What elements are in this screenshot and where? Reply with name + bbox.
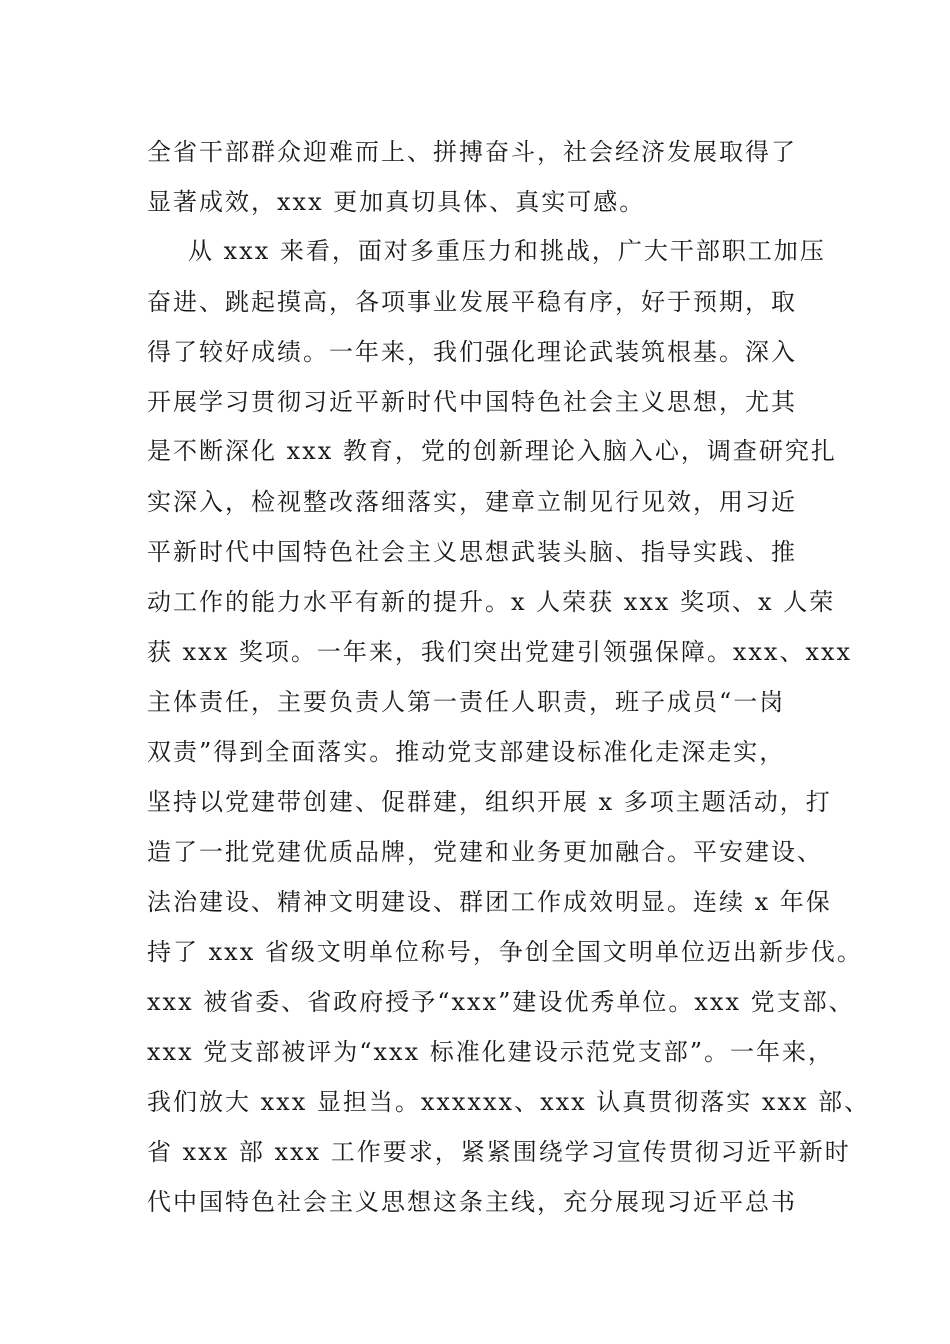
text-line: 持了 xxx 省级文明单位称号，争创全国文明单位迈出新步伐。 bbox=[147, 938, 863, 966]
text-line: 平新时代中国特色社会主义思想武装头脑、指导实践、推 bbox=[147, 538, 797, 566]
text-line: 是不断深化 xxx 教育，党的创新理论入脑入心，调查研究扎 bbox=[147, 437, 837, 465]
text-line: 奋进、跳起摸高，各项事业发展平稳有序，好于预期，取 bbox=[147, 288, 797, 316]
text-line: 我们放大 xxx 显担当。xxxxxx、xxx 认真贯彻落实 xxx 部、 bbox=[147, 1088, 871, 1116]
text-line: 动工作的能力水平有新的提升。x 人荣获 xxx 奖项、x 人荣 bbox=[147, 588, 836, 616]
text-line: 省 xxx 部 xxx 工作要求，紧紧围绕学习宣传贯彻习近平新时 bbox=[147, 1138, 851, 1166]
text-line: 代中国特色社会主义思想这条主线，充分展现习近平总书 bbox=[147, 1188, 797, 1216]
text-line: 开展学习贯彻习近平新时代中国特色社会主义思想，尤其 bbox=[147, 388, 797, 416]
text-line: 坚持以党建带创建、促群建，组织开展 x 多项主题活动，打 bbox=[147, 788, 832, 816]
paragraph-first-line: 从 xxx 来看，面对多重压力和挑战，广大干部职工加压 bbox=[188, 237, 826, 265]
text-line: 主体责任，主要负责人第一责任人职责，班子成员“一岗 bbox=[147, 688, 786, 716]
text-line: 实深入，检视整改落细落实，建章立制见行见效，用习近 bbox=[147, 488, 797, 516]
text-line: xxx 被省委、省政府授予“xxx”建设优秀单位。xxx 党支部、 bbox=[147, 988, 855, 1016]
text-line: 获 xxx 奖项。一年来，我们突出党建引领强保障。xxx、xxx bbox=[147, 638, 853, 666]
text-line: 显著成效，xxx 更加真切具体、真实可感。 bbox=[147, 188, 646, 216]
text-line: 双责”得到全面落实。推动党支部建设标准化走深走实， bbox=[147, 738, 786, 766]
text-line: 造了一批党建优质品牌，党建和业务更加融合。平安建设、 bbox=[147, 838, 823, 866]
text-line: xxx 党支部被评为“xxx 标准化建设示范党支部”。一年来， bbox=[147, 1038, 835, 1066]
text-line: 法治建设、精神文明建设、群团工作成效明显。连续 x 年保 bbox=[147, 888, 832, 916]
text-line: 全省干部群众迎难而上、拼搏奋斗，社会经济发展取得了 bbox=[147, 138, 797, 166]
text-line: 得了较好成绩。一年来，我们强化理论武装筑根基。深入 bbox=[147, 338, 797, 366]
